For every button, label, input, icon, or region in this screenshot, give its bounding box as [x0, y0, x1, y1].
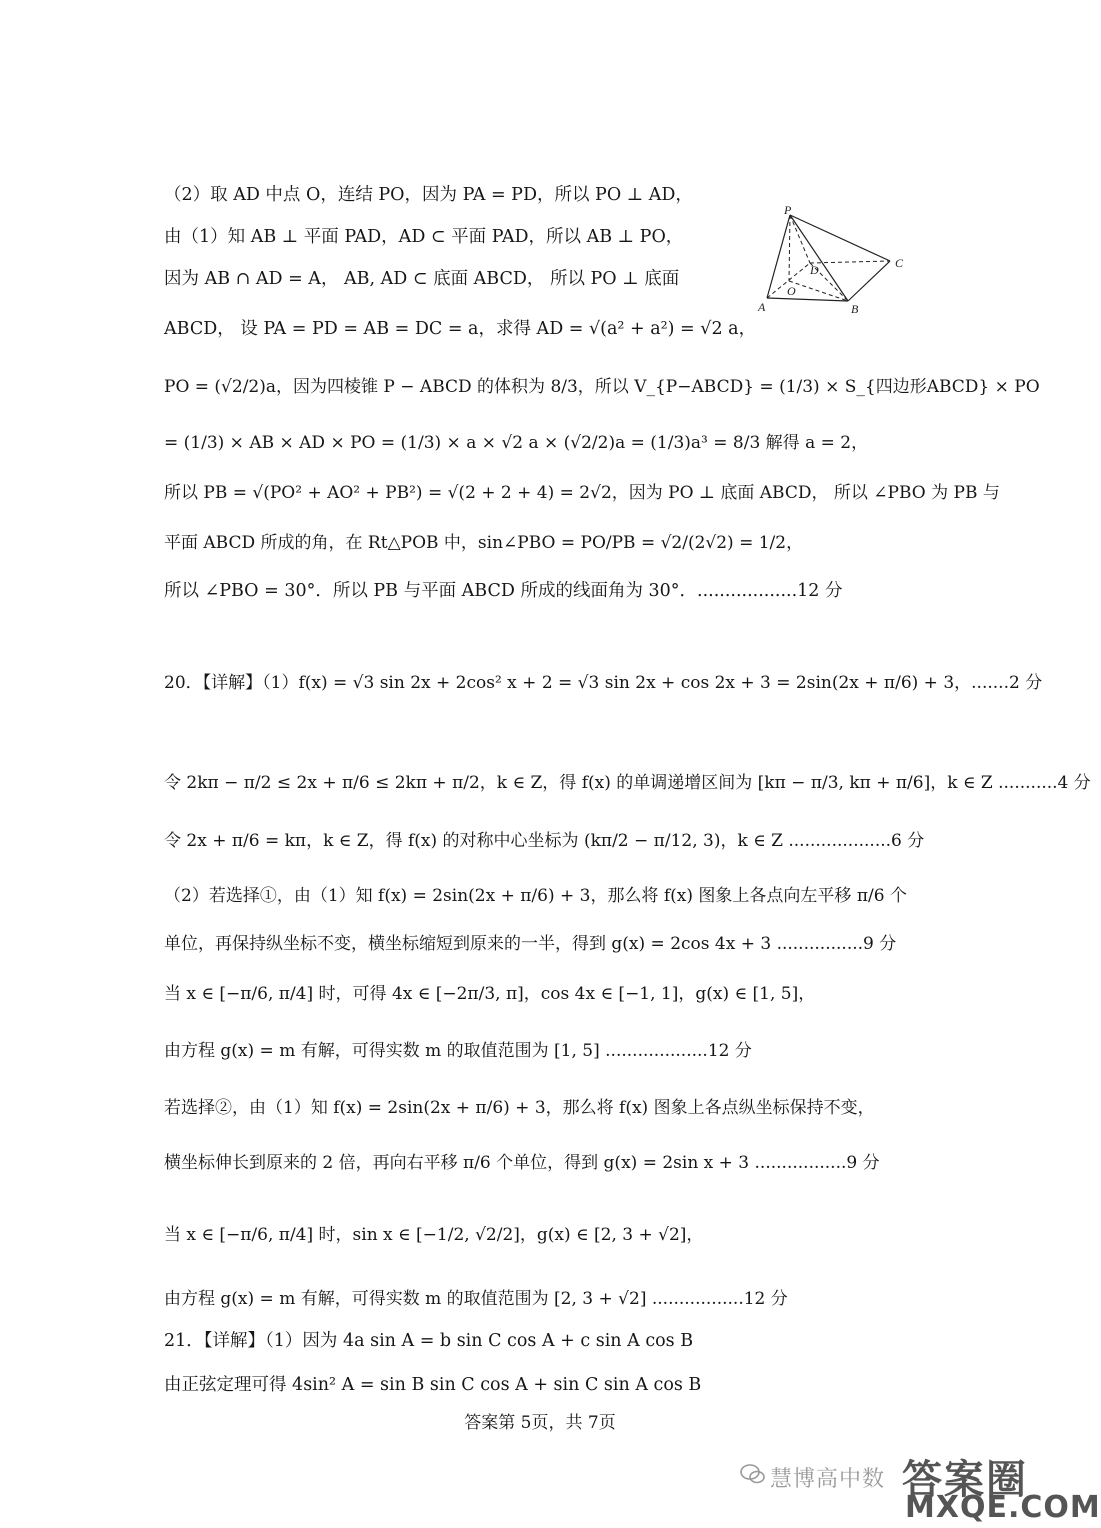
watermark-account: 慧博高中数: [770, 1467, 886, 1492]
text-line-16: 由方程 g(x) = m 有解，可得实数 m 的取值范围为 [1, 5] ...................12 分: [164, 1041, 752, 1061]
label-p: P: [784, 203, 792, 217]
edge-ab: [767, 298, 848, 301]
text-line-5: PO = (√2/2)a，因为四棱锥 P − ABCD 的体积为 8/3，所以 V_{P−ABCD} = (1/3) × S_{四边形ABCD} × PO: [164, 377, 1040, 397]
text-line-19: 当 x ∈ [−π/6, π/4] 时，sin x ∈ [−1/2, √2/2]，g(x) ∈ [2, 3 + √2]，: [164, 1225, 704, 1245]
text-line-18: 横坐标伸长到原来的 2 倍，再向右平移 π/6 个单位，得到 g(x) = 2sin x + 3 .................9 分: [164, 1153, 880, 1173]
pyramid-figure: [755, 203, 915, 318]
label-c: C: [895, 256, 904, 270]
text-line-17: 若选择②，由（1）知 f(x) = 2sin(2x + π/6) + 3，那么将 f(x) 图象上各点纵坐标保持不变，: [164, 1098, 875, 1118]
text-line-11: 令 2kπ − π/2 ≤ 2x + π/6 ≤ 2kπ + π/2，k ∈ Z，得 f(x) 的单调递增区间为 [kπ − π/3, kπ + π/6]，k ∈ Z ...........4 分: [164, 773, 1091, 793]
text-line-1: （2）取 AD 中点 O，连结 PO，因为 PA = PD，所以 PO ⊥ AD，: [164, 185, 693, 205]
text-line-2: 由（1）知 AB ⊥ 平面 PAD，AD ⊂ 平面 PAD，所以 AB ⊥ PO，: [164, 227, 684, 247]
text-line-14: 单位，再保持纵坐标不变，横坐标缩短到原来的一半，得到 g(x) = 2cos 4x + 3 ................9 分: [164, 934, 897, 954]
text-line-13: （2）若选择①，由（1）知 f(x) = 2sin(2x + π/6) + 3，那么将 f(x) 图象上各点向左平移 π/6 个: [164, 886, 907, 906]
text-line-8: 平面 ABCD 所成的角，在 Rt△POB 中，sin∠PBO = PO/PB = √2/(2√2) = 1/2，: [164, 533, 804, 553]
label-b: B: [851, 302, 859, 316]
page-footer: 答案第 5页，共 7页: [464, 1413, 616, 1433]
text-line-10: 20．【详解】（1）f(x) = √3 sin 2x + 2cos² x + 2 = √3 sin 2x + cos 2x + 3 = 2sin(2x + π/6) + 3，.......2 分: [164, 673, 1043, 693]
text-line-12: 令 2x + π/6 = kπ，k ∈ Z，得 f(x) 的对称中心坐标为 (kπ/2 − π/12, 3)，k ∈ Z ...................6 分: [164, 831, 925, 851]
watermark-url: MXQE.COM: [905, 1490, 1101, 1525]
wechat-icon: [740, 1463, 766, 1485]
text-line-6: = (1/3) × AB × AD × PO = (1/3) × a × √2 a × (√2/2)a = (1/3)a³ = 8/3 解得 a = 2，: [164, 433, 869, 453]
label-o: O: [787, 284, 796, 298]
segment-ob: [789, 281, 848, 301]
text-line-22: 由正弦定理可得 4sin² A = sin B sin C cos A + sin C sin A cos B: [164, 1375, 702, 1395]
text-line-9: 所以 ∠PBO = 30°．所以 PB 与平面 ABCD 所成的线面角为 30°．..................12 分: [164, 581, 843, 601]
text-line-7: 所以 PB = √(PO² + AO² + PB²) = √(2 + 2 + 4) = 2√2，因为 PO ⊥ 底面 ABCD， 所以 ∠PBO 为 PB 与: [164, 483, 1000, 503]
label-d: D: [810, 263, 819, 277]
edge-bc: [848, 261, 890, 301]
text-line-21: 21．【详解】（1）因为 4a sin A = b sin C cos A + c sin A cos B: [164, 1331, 694, 1351]
text-line-15: 当 x ∈ [−π/6, π/4] 时，可得 4x ∈ [−2π/3, π]，cos 4x ∈ [−1, 1]，g(x) ∈ [1, 5]，: [164, 984, 816, 1004]
text-line-4: ABCD， 设 PA = PD = AB = DC = a，求得 AD = √(a² + a²) = √2 a，: [164, 319, 757, 339]
text-line-3: 因为 AB ∩ AD = A， AB, AD ⊂ 底面 ABCD， 所以 PO ⊥ 底面: [164, 269, 680, 289]
text-line-20: 由方程 g(x) = m 有解，可得实数 m 的取值范围为 [2, 3 + √2] .................12 分: [164, 1289, 788, 1309]
watermark-brand: 答案圈: [902, 1457, 1028, 1503]
segment-po: [789, 215, 790, 281]
label-a: A: [758, 300, 766, 314]
